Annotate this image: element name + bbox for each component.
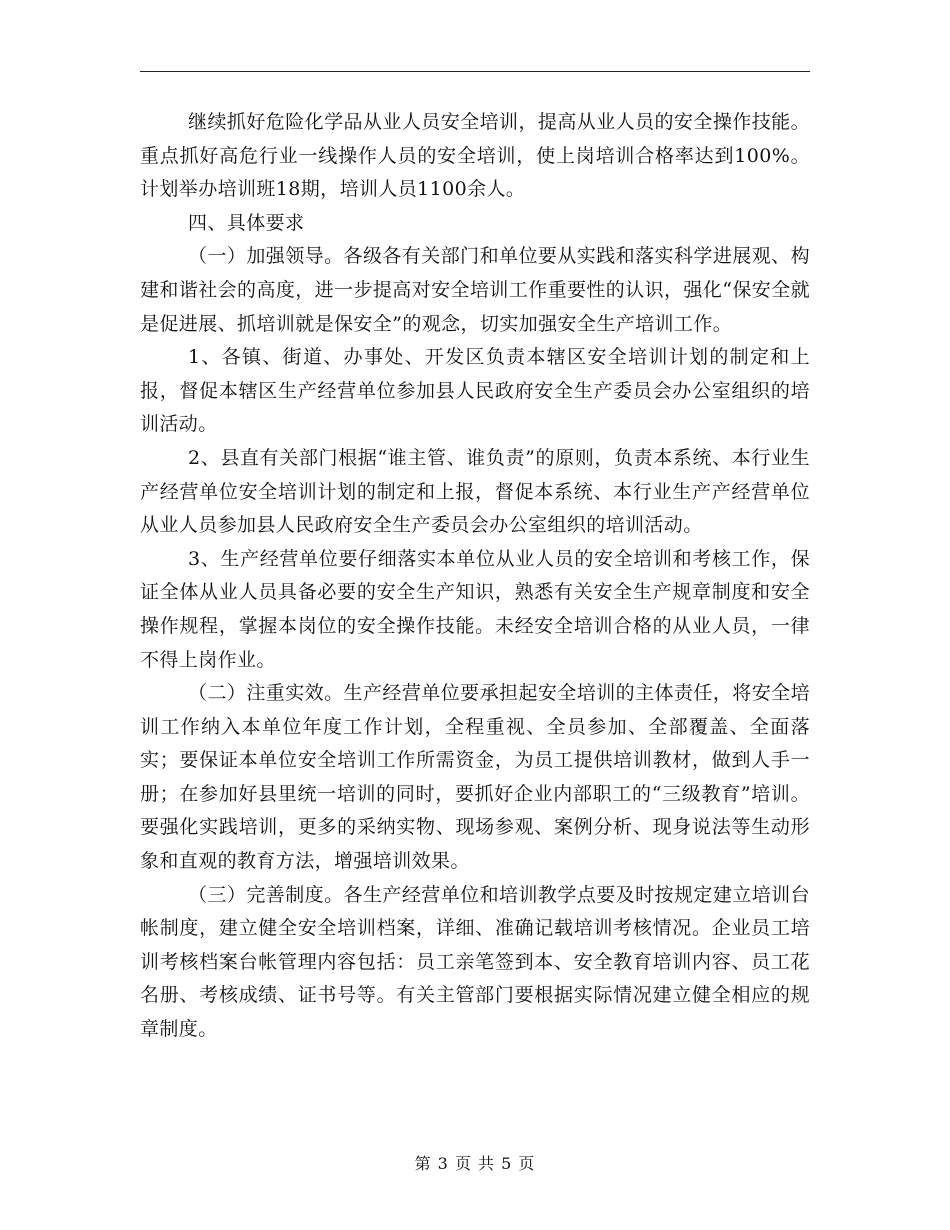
paragraph-item-2: 2、县直有关部门根据“谁主管、谁负责”的原则，负责本系统、本行业生产经营单位安全培训计划的制定和上报，督促本系统、本行业生产产经营单位从业人员参加县人民政府安全生产委员会办公室组织的培训活动。 bbox=[140, 446, 810, 537]
paragraph-focus-effectiveness: （二）注重实效。生产经营单位要承担起安全培训的主体责任，将安全培训工作纳入本单位年度工作计划，全程重视、全员参加、全部覆盖、全面落实；要保证本单位安全培训工作所需资金，为员工提供培训教材，做到人手一册；在参加好县里统一培训的同时，要抓好企业内部职工的“三级教育”培训。要强化实践培训，更多的采纳实物、现场参观、案例分析、现身说法等生动形象和直观的教育方法，增强培训效果。 bbox=[140, 682, 810, 873]
paragraph-improve-system: （三）完善制度。各生产经营单位和培训教学点要及时按规定建立培训台帐制度，建立健全安全培训档案，详细、准确记载培训考核情况。企业员工培训考核档案台帐管理内容包括：员工亲笔签到本、安全教育培训内容、员工花名册、考核成绩、证书号等。有关主管部门要根据实际情况建立健全相应的规章制度。 bbox=[140, 883, 810, 1041]
paragraph-hazardous-chemicals: 继续抓好危险化学品从业人员安全培训，提高从业人员的安全操作技能。重点抓好高危行业一线操作人员的安全培训，使上岗培训合格率达到100%。计划举办培训班18期，培训人员1100余人。 bbox=[140, 111, 810, 201]
paragraph-item-3: 3、生产经营单位要仔细落实本单位从业人员的安全培训和考核工作，保证全体从业人员具备必要的安全生产知识，熟悉有关安全生产规章制度和安全操作规程，掌握本岗位的安全操作技能。未经安全培训合格的从业人员，一律不得上岗作业。 bbox=[140, 547, 810, 671]
header-rule bbox=[140, 71, 810, 72]
document-body bbox=[140, 106, 810, 1047]
page-number-footer: 第 3 页 共 5 页 bbox=[414, 1154, 536, 1173]
section-heading-requirements: 四、具体要求 bbox=[188, 211, 305, 234]
paragraph-strengthen-leadership: （一）加强领导。各级各有关部门和单位要从实践和落实科学进展观、构建和谐社会的高度，进一步提高对安全培训工作重要性的认识，强化“保安全就是促进展、抓培训就是保安全”的观念，切实加强安全生产培训工作。 bbox=[140, 245, 810, 335]
paragraph-item-1: 1、各镇、街道、办事处、开发区负责本辖区安全培训计划的制定和上报，督促本辖区生产经营单位参加县人民政府安全生产委员会办公室组织的培训活动。 bbox=[140, 346, 810, 436]
